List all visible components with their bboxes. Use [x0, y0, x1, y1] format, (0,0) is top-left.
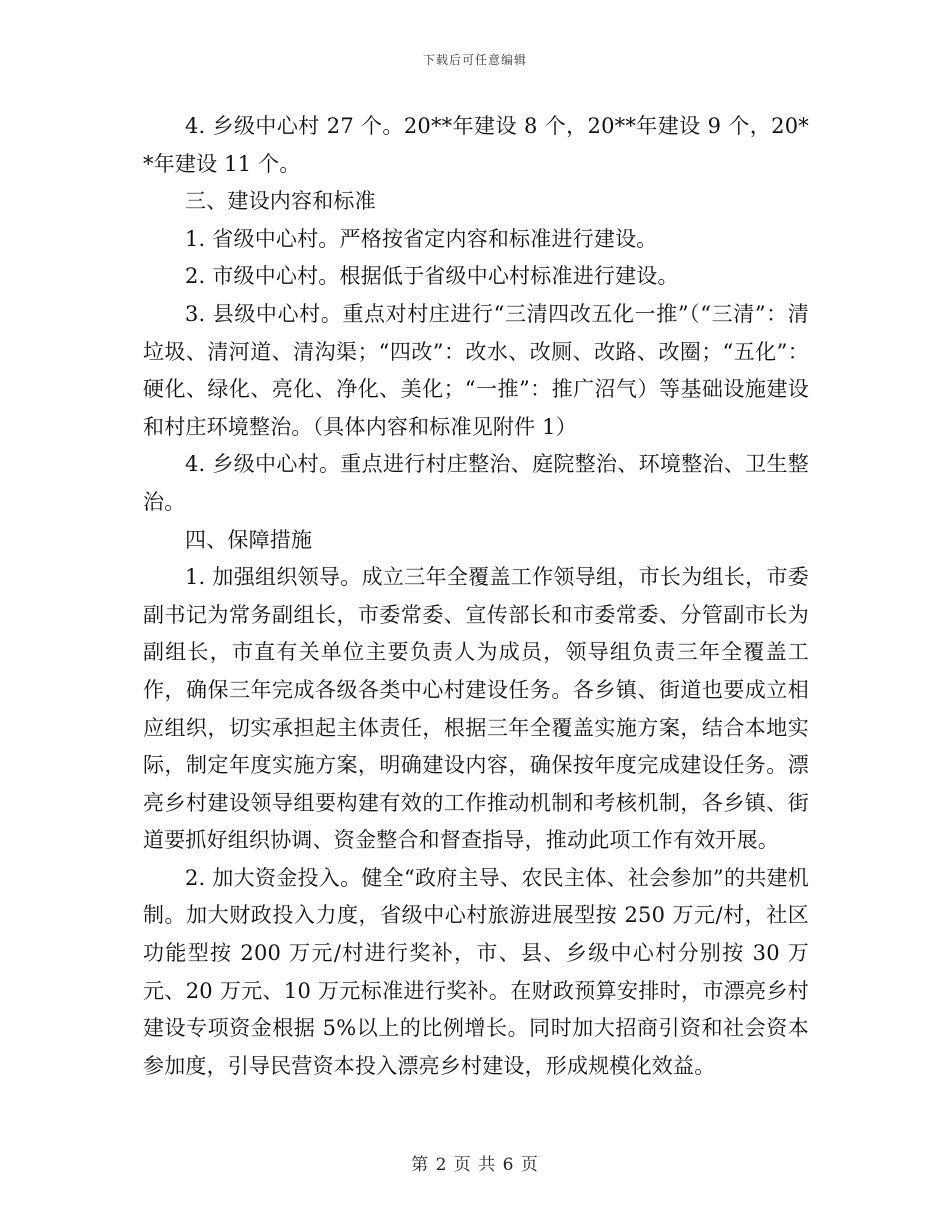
paragraph-county-villages: 3. 县级中心村。重点对村庄进行“三清四改五化一推”（“三清”：清垃圾、清河道、清沟渠；“四改”：改水、改厕、改路、改圈；“五化”：硬化、绿化、亮化、净化、美化；“一推”：推广沼气）等基础设施建设和村庄环境整治。（具体内容和标准见附件 1）: [143, 301, 809, 439]
paragraph-funding-investment: 2. 加大资金投入。健全“政府主导、农民主体、社会参加”的共建机制。加大财政投入力度，省级中心村旅游进展型按 250 万元/村，社区功能型按 200 万元/村进行奖补，市、县、乡级中心村分别按 30 万元、20 万元、10 万元标准进行奖补。在财政预算安排时，市漂亮乡村建设专项资金根据 5%以上的比例增长。同时加大招商引资和社会资本参加度，引导民营资本投入漂亮乡村建设，形成规模化效益。: [143, 865, 809, 1078]
document-body: [143, 108, 809, 1085]
section-heading-construction-standards: 三、建设内容和标准: [185, 189, 376, 214]
section-heading-safeguards: 四、保障措施: [185, 527, 313, 552]
page-header: 下载后可任意编辑: [422, 53, 527, 67]
paragraph-township-renovation: 4. 乡级中心村。重点进行村庄整治、庭院整治、环境整治、卫生整治。: [143, 452, 809, 514]
paragraph-municipal-villages: 2. 市级中心村。根据低于省级中心村标准进行建设。: [185, 264, 679, 289]
page-footer: 第 2 页 共 6 页: [411, 1155, 539, 1175]
paragraph-provincial-villages: 1. 省级中心村。严格按省定内容和标准进行建设。: [185, 226, 658, 251]
paragraph-organizational-leadership: 1. 加强组织领导。成立三年全覆盖工作领导组，市长为组长，市委副书记为常务副组长，市委常委、宣传部长和市委常委、分管副市长为副组长，市直有关单位主要负责人为成员，领导组负责三年全覆盖工作，确保三年完成各级各类中心村建设任务。各乡镇、街道也要成立相应组织，切实承担起主体责任，根据三年全覆盖实施方案，结合本地实际，制定年度实施方案，明确建设内容，确保按年度完成建设任务。漂亮乡村建设领导组要构建有效的工作推动机制和考核机制，各乡镇、街道要抓好组织协调、资金整合和督查指导，推动此项工作有效开展。: [143, 565, 809, 853]
paragraph-township-villages: 4. 乡级中心村 27 个。20**年建设 8 个，20**年建设 9 个，20**年建设 11 个。: [143, 114, 809, 176]
